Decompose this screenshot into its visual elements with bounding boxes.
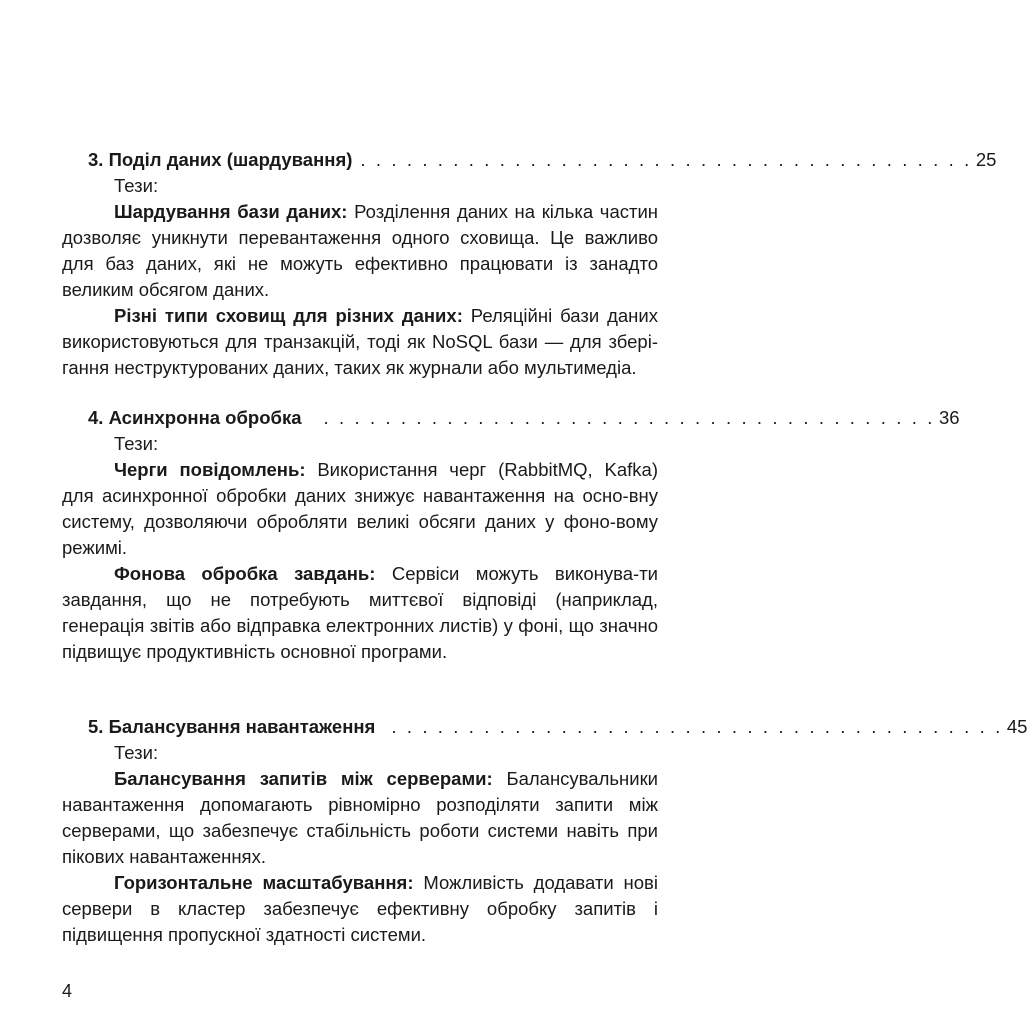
thesis-text: Використання черг (RabbitMQ, Kafka) для асинхронної обробки даних знижує навантаження на осно-вну систему, дозволяючи обробляти великі обсяги даних у фоно-вому режимі. bbox=[62, 459, 658, 558]
thesis-paragraph bbox=[62, 457, 658, 561]
theses-label: Тези: bbox=[114, 742, 159, 763]
theses-label: Тези: bbox=[114, 433, 159, 454]
thesis-paragraph bbox=[62, 199, 658, 303]
thesis-term: Балансування запитів між серверами: bbox=[114, 768, 493, 789]
toc-page-number: 36 bbox=[938, 407, 960, 428]
toc-leader-dots: . . . . . . . . . . . . . . . . . . . . . . . . . . . . . . . . . . . . . . . . bbox=[323, 407, 935, 428]
thesis-text: Реляційні бази даних використовуються для транзакцій, тоді як NoSQL бази — для збері-гання неструктурованих даних, таких як журнали або мультимедіа. bbox=[62, 305, 658, 378]
toc-entry-title: 5. Балансування навантаження bbox=[88, 716, 376, 737]
toc-section-4 bbox=[62, 405, 960, 665]
thesis-paragraph bbox=[62, 870, 658, 948]
thesis-term: Фонова обробка завдань: bbox=[114, 563, 376, 584]
toc-entry bbox=[62, 405, 960, 431]
thesis-term: Черги повідомлень: bbox=[114, 459, 306, 480]
page-number: 4 bbox=[62, 981, 73, 1001]
thesis-paragraph bbox=[62, 766, 658, 870]
thesis-paragraph bbox=[62, 303, 658, 381]
thesis-text: Можливість додавати нові сервери в кластер забезпечує ефективну обробку запитів і підвищення пропускної здатності системи. bbox=[62, 872, 658, 945]
toc-entry bbox=[62, 147, 997, 173]
toc-entry bbox=[62, 714, 1027, 740]
thesis-text: Балансувальники навантаження допомагають рівномірно розподіляти запити між серверами, що забезпечує стабільність роботи системи навіть при пікових навантаженнях. bbox=[62, 768, 658, 867]
theses-label: Тези: bbox=[114, 175, 159, 196]
toc-leader-dots: . . . . . . . . . . . . . . . . . . . . . . . . . . . . . . . . . . . . . . . . bbox=[360, 149, 972, 170]
thesis-text: Сервіси можуть виконува-ти завдання, що не потребують миттєвої відповіді (наприклад, генерація звітів або відправка електронних листів) у фоні, що значно підвищує продуктивність основної програми. bbox=[62, 563, 658, 662]
thesis-term: Різні типи сховищ для різних даних: bbox=[114, 305, 463, 326]
thesis-term: Шардування бази даних: bbox=[114, 201, 348, 222]
toc-page-number: 25 bbox=[975, 149, 997, 170]
thesis-paragraph bbox=[62, 561, 658, 665]
toc-entry-title: 4. Асинхронна обробка bbox=[88, 407, 302, 428]
toc-section-3 bbox=[62, 147, 997, 381]
thesis-term: Горизонтальне масштабування: bbox=[114, 872, 414, 893]
toc-section-5 bbox=[62, 714, 1027, 948]
toc-entry-title: 3. Поділ даних (шардування) bbox=[88, 149, 353, 170]
thesis-text: Розділення даних на кілька частин дозволяє уникнути перевантаження одного сховища. Це важливо для баз даних, які не можуть ефективно працювати із занадто великим обсягом даних. bbox=[62, 201, 659, 300]
toc-leader-dots: . . . . . . . . . . . . . . . . . . . . . . . . . . . . . . . . . . . . . . . . bbox=[391, 716, 1003, 737]
toc-page-number: 45 bbox=[1006, 716, 1027, 737]
